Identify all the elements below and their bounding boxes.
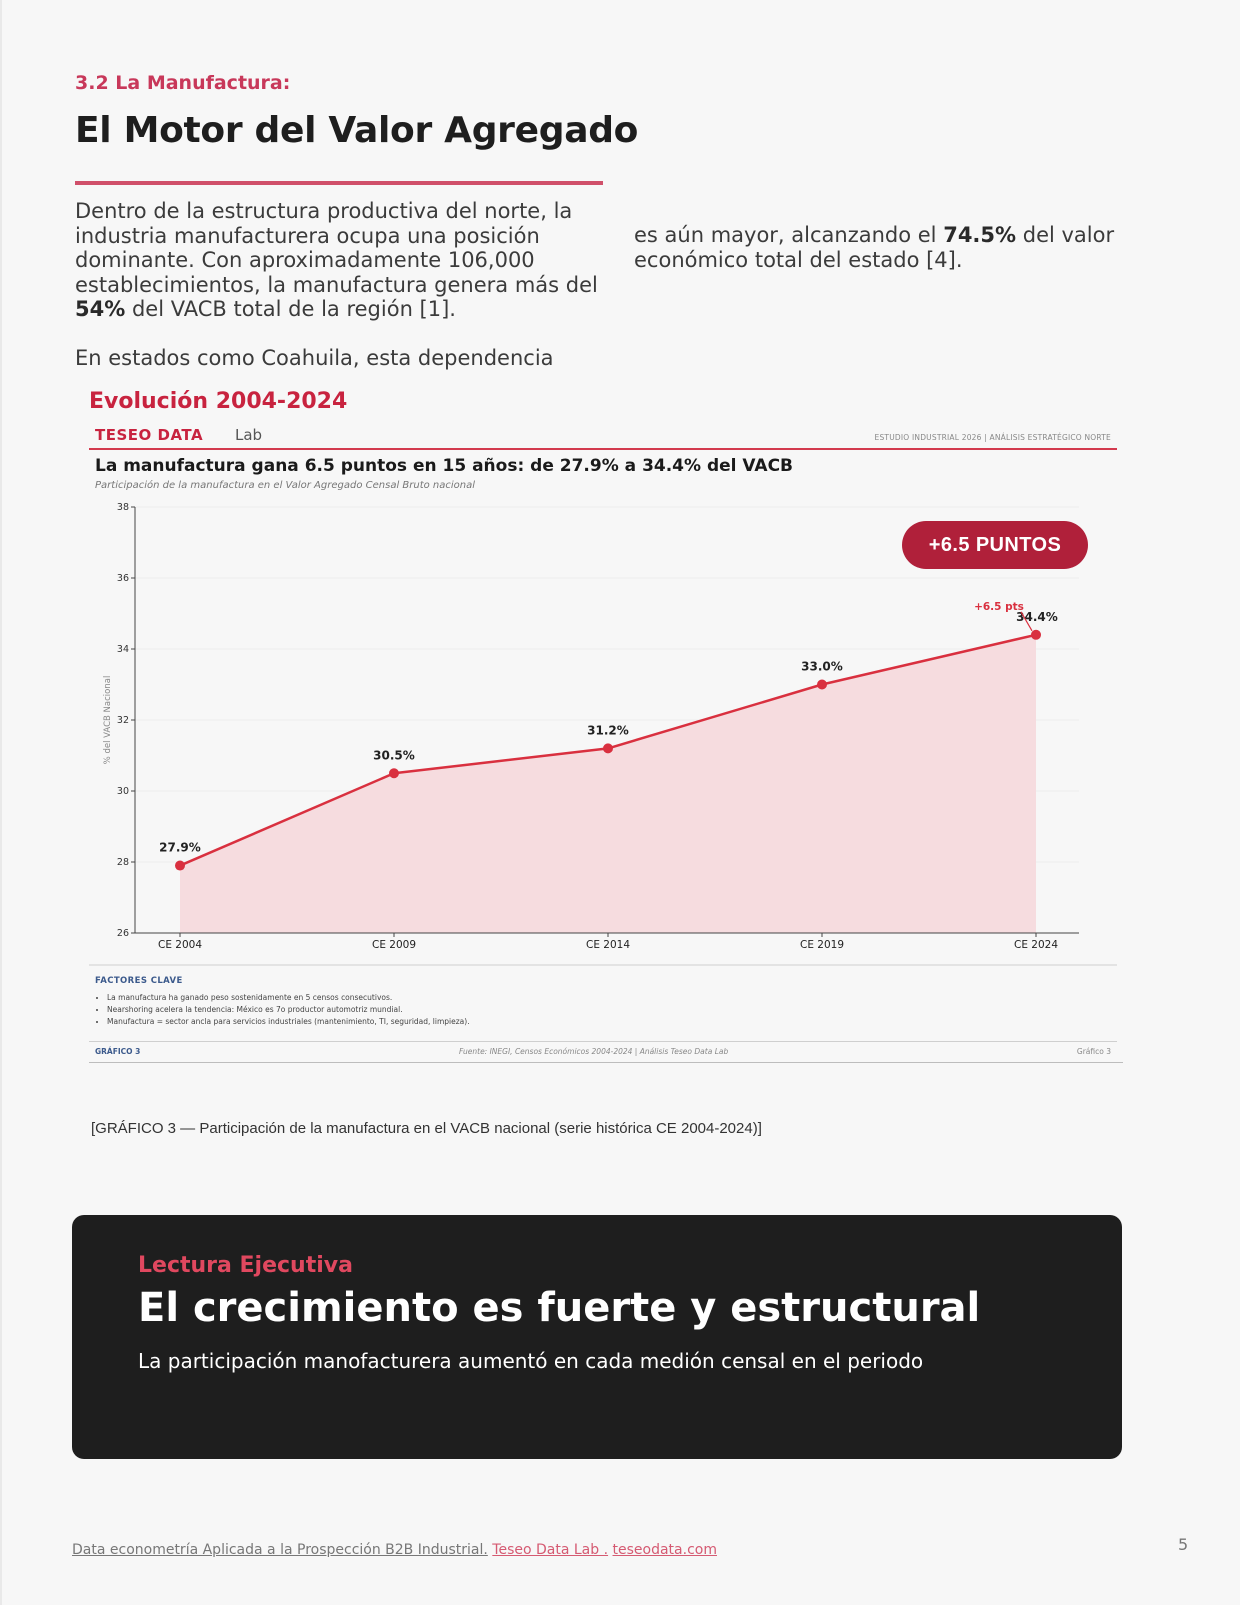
data-label: 27.9% (159, 840, 201, 855)
key-factors-list (95, 992, 1115, 1028)
p1-highlight: 54% (75, 297, 126, 321)
footer-brand-link[interactable]: Teseo Data Lab . (492, 1542, 609, 1558)
chart-figure (89, 420, 1123, 1090)
data-label: 34.4% (1016, 609, 1058, 624)
section-kicker: 3.2 La Manufactura: (75, 72, 291, 94)
x-tick-label: CE 2024 (1013, 939, 1059, 951)
figure-footer-rule (89, 1041, 1117, 1042)
executive-summary-box (72, 1215, 1122, 1459)
x-tick-label: CE 2019 (799, 939, 845, 951)
paragraph-3 (634, 223, 1194, 272)
p3-text: es aún mayor, alcanzando el (634, 223, 944, 247)
y-tick-label: 38 (116, 502, 129, 513)
annotation-label: +6.5 pts (974, 600, 1024, 613)
key-factors (95, 976, 1115, 1028)
figure-meta: ESTUDIO INDUSTRIAL 2026 | ANÁLISIS ESTRATÉGICO NORTE (874, 433, 1111, 442)
figure-number: Gráfico 3 (1076, 1047, 1111, 1056)
page-title: El Motor del Valor Agregado (75, 110, 639, 151)
p3-highlight: 74.5% (943, 223, 1017, 247)
figure-label: GRÁFICO 3 (95, 1047, 141, 1056)
data-point (175, 861, 185, 871)
page-footer (72, 1542, 717, 1558)
data-label: 30.5% (373, 748, 415, 763)
executive-title: El crecimiento es fuerte y estructural (138, 1285, 981, 1331)
data-label: 31.2% (587, 723, 629, 738)
key-factor-item: • Manufactura = sector ancla para servicios industriales (mantenimiento, TI, seguridad, limpieza). (107, 1016, 1115, 1028)
paragraph-2: En estados como Coahuila, esta dependencia (75, 345, 554, 370)
paragraph-1 (75, 199, 610, 322)
figure-source: Fuente: INEGI, Censos Económicos 2004-2024 | Análisis Teseo Data Lab (459, 1047, 729, 1056)
brand-logo: TESEO DATA (95, 426, 204, 444)
chart-section-heading: Evolución 2004-2024 (89, 389, 348, 414)
x-tick-label: CE 2009 (371, 939, 417, 951)
key-factors-title: FACTORES CLAVE (95, 976, 183, 986)
y-tick-label: 36 (116, 573, 129, 584)
p1-text: Dentro de la estructura productiva del norte, la industria manufacturera ocupa una posición dominante. Con aproximadamente 106,000 establecimientos, la manufactura genera más del (75, 199, 598, 297)
p1-text-end: del VACB total de la región [1]. (125, 297, 456, 321)
data-point (389, 768, 399, 778)
brand-suffix: Lab (235, 426, 263, 444)
footer-text-link[interactable]: Data econometría Aplicada a la Prospección B2B Industrial. (72, 1542, 488, 1558)
footer-site-link[interactable]: teseodata.com (612, 1542, 717, 1558)
body-column-right (634, 223, 1194, 272)
page-edge (0, 0, 2, 1605)
key-factor-item: • La manufactura ha ganado peso sostenidamente en 5 censos consecutivos. (107, 992, 1115, 1004)
title-divider (75, 181, 603, 185)
x-tick-label: CE 2004 (157, 939, 203, 951)
body-column-left (75, 199, 610, 370)
y-tick-label: 34 (116, 644, 129, 655)
chart-subtitle: Participación de la manufactura en el Valor Agregado Censal Bruto nacional (95, 480, 476, 491)
data-point (603, 743, 613, 753)
line-chart (89, 500, 1123, 970)
y-tick-label: 32 (116, 715, 129, 726)
chart-title: La manufactura gana 6.5 puntos en 15 años: de 27.9% a 34.4% del VACB (95, 456, 793, 476)
p3-text-end: del valor económico total del estado [4]. (634, 223, 1115, 272)
figure-header (89, 420, 1117, 450)
page-number: 5 (1178, 1535, 1189, 1554)
figure-bottom-rule (89, 1062, 1123, 1063)
key-factor-item: • Nearshoring acelera la tendencia: México es 7o productor automotriz mundial. (107, 1004, 1115, 1016)
executive-kicker: Lectura Ejecutiva (138, 1253, 353, 1278)
data-label: 33.0% (801, 659, 843, 674)
growth-badge: +6.5 PUNTOS (902, 521, 1088, 569)
x-tick-label: CE 2014 (585, 939, 631, 951)
data-point (817, 680, 827, 690)
executive-subtitle: La participación manofacturera aumentó en cada medión censal en el periodo (138, 1349, 924, 1373)
data-point (1031, 630, 1041, 640)
figure-footer (89, 1047, 1117, 1059)
y-tick-label: 26 (116, 928, 129, 939)
y-axis-label: % del VACB Nacional (103, 675, 113, 765)
figure-header-rule (89, 448, 1117, 450)
y-tick-label: 28 (116, 857, 129, 868)
y-tick-label: 30 (116, 786, 129, 797)
series-area (180, 635, 1036, 933)
figure-caption: [GRÁFICO 3 — Participación de la manufactura en el VACB nacional (serie histórica CE 2004-2024)] (91, 1120, 762, 1137)
